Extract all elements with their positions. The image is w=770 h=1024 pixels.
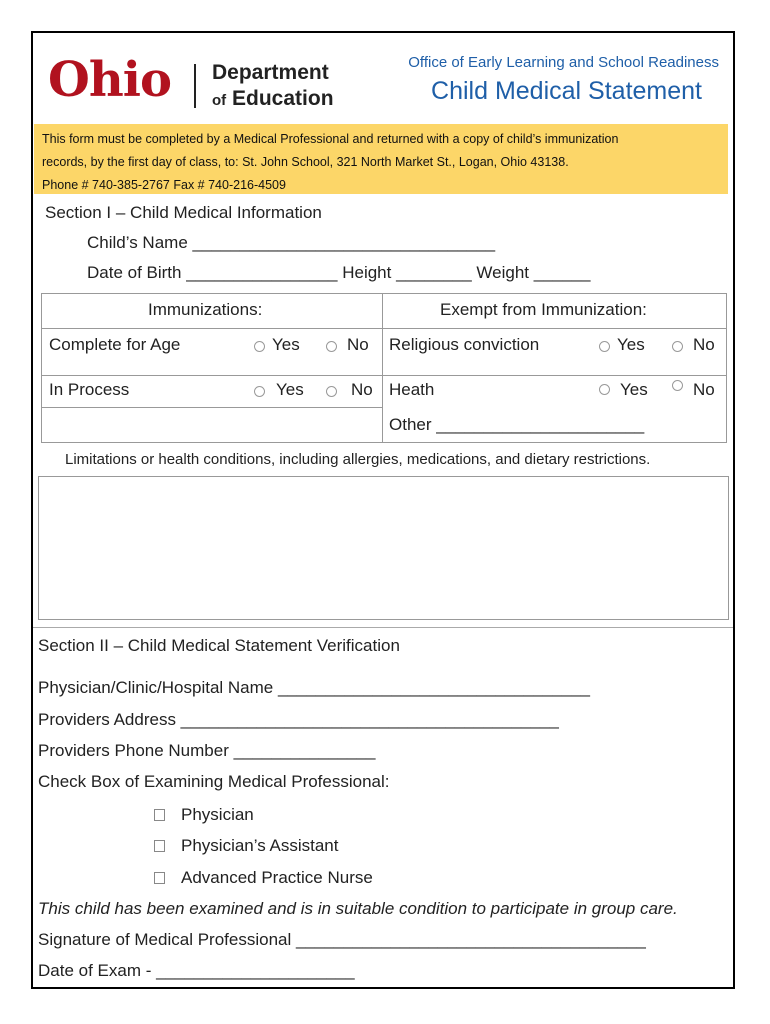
in-process-yes-radio[interactable] [254, 386, 265, 397]
physician-option-label: Physician [181, 805, 254, 824]
yes-label: Yes [276, 380, 304, 399]
physician-name-field[interactable]: Physician/Clinic/Hospital Name _________________________________ [38, 678, 590, 697]
notice-line-3: Phone # 740-385-2767 Fax # 740-216-4509 [42, 178, 286, 192]
child-name-field[interactable]: Child’s Name ________________________________ [87, 233, 496, 252]
religious-no-radio[interactable] [672, 341, 683, 352]
table-row-divider [42, 407, 382, 408]
table-column-divider [382, 294, 383, 442]
no-label: No [693, 380, 715, 399]
yes-label: Yes [617, 335, 645, 354]
religious-yes-radio[interactable] [599, 341, 610, 352]
yes-label: Yes [272, 335, 300, 354]
complete-yes-radio[interactable] [254, 341, 265, 352]
religious-conviction-label: Religious conviction [389, 335, 540, 354]
ohio-logo-wordmark: Ohio [48, 52, 171, 108]
providers-phone-field[interactable]: Providers Phone Number _______________ [38, 741, 376, 760]
section-divider [33, 627, 733, 628]
heath-no-radio[interactable] [672, 380, 683, 391]
no-label: No [351, 380, 373, 399]
physician-assistant-option-label: Physician’s Assistant [181, 836, 339, 855]
exempt-header: Exempt from Immunization: [440, 300, 647, 319]
examined-statement: This child has been examined and is in suitable condition to participate in group care. [38, 899, 678, 918]
other-field[interactable]: Other ______________________ [389, 415, 645, 434]
heath-yes-radio[interactable] [599, 384, 610, 395]
notice-line-2: records, by the first day of class, to: St. John School, 321 North Market St., Logan, Ohio 43138. [42, 155, 569, 169]
immunizations-header: Immunizations: [148, 300, 263, 319]
complete-for-age-label: Complete for Age [49, 335, 181, 354]
instructions-notice [34, 124, 728, 194]
section-2-heading: Section II – Child Medical Statement Verification [38, 636, 400, 655]
office-name: Office of Early Learning and School Readiness [408, 54, 719, 71]
limitations-textarea[interactable] [38, 476, 729, 620]
logo-of-text: of [212, 92, 227, 109]
immunization-table [41, 293, 727, 443]
providers-address-field[interactable]: Providers Address ________________________________________ [38, 710, 559, 729]
section-1-heading: Section I – Child Medical Information [45, 203, 322, 222]
physician-checkbox[interactable] [154, 809, 165, 821]
dob-height-weight-field[interactable]: Date of Birth ________________ Height ________ Weight ______ [87, 263, 591, 282]
check-box-label: Check Box of Examining Medical Professional: [38, 772, 390, 791]
table-row-divider [42, 375, 726, 376]
logo-department-text: Department [212, 61, 329, 84]
logo-divider [194, 64, 196, 108]
in-process-no-radio[interactable] [326, 386, 337, 397]
date-of-exam-field[interactable]: Date of Exam - _____________________ [38, 961, 355, 980]
table-row-divider [42, 328, 726, 329]
limitations-label: Limitations or health conditions, including allergies, medications, and dietary restrictions. [65, 451, 651, 468]
notice-line-1: This form must be completed by a Medical Professional and returned with a copy of child’s immunization [42, 132, 619, 146]
yes-label: Yes [620, 380, 648, 399]
in-process-label: In Process [49, 380, 130, 399]
advanced-practice-nurse-option-label: Advanced Practice Nurse [181, 868, 373, 887]
no-label: No [693, 335, 715, 354]
logo-education-text [212, 88, 334, 109]
signature-field[interactable]: Signature of Medical Professional _____________________________________ [38, 930, 646, 949]
form-title: Child Medical Statement [431, 77, 702, 105]
heath-label: Heath [389, 380, 435, 399]
no-label: No [347, 335, 369, 354]
advanced-practice-nurse-checkbox[interactable] [154, 872, 165, 884]
complete-no-radio[interactable] [326, 341, 337, 352]
logo-education-word: Education [232, 87, 334, 110]
physician-assistant-checkbox[interactable] [154, 840, 165, 852]
